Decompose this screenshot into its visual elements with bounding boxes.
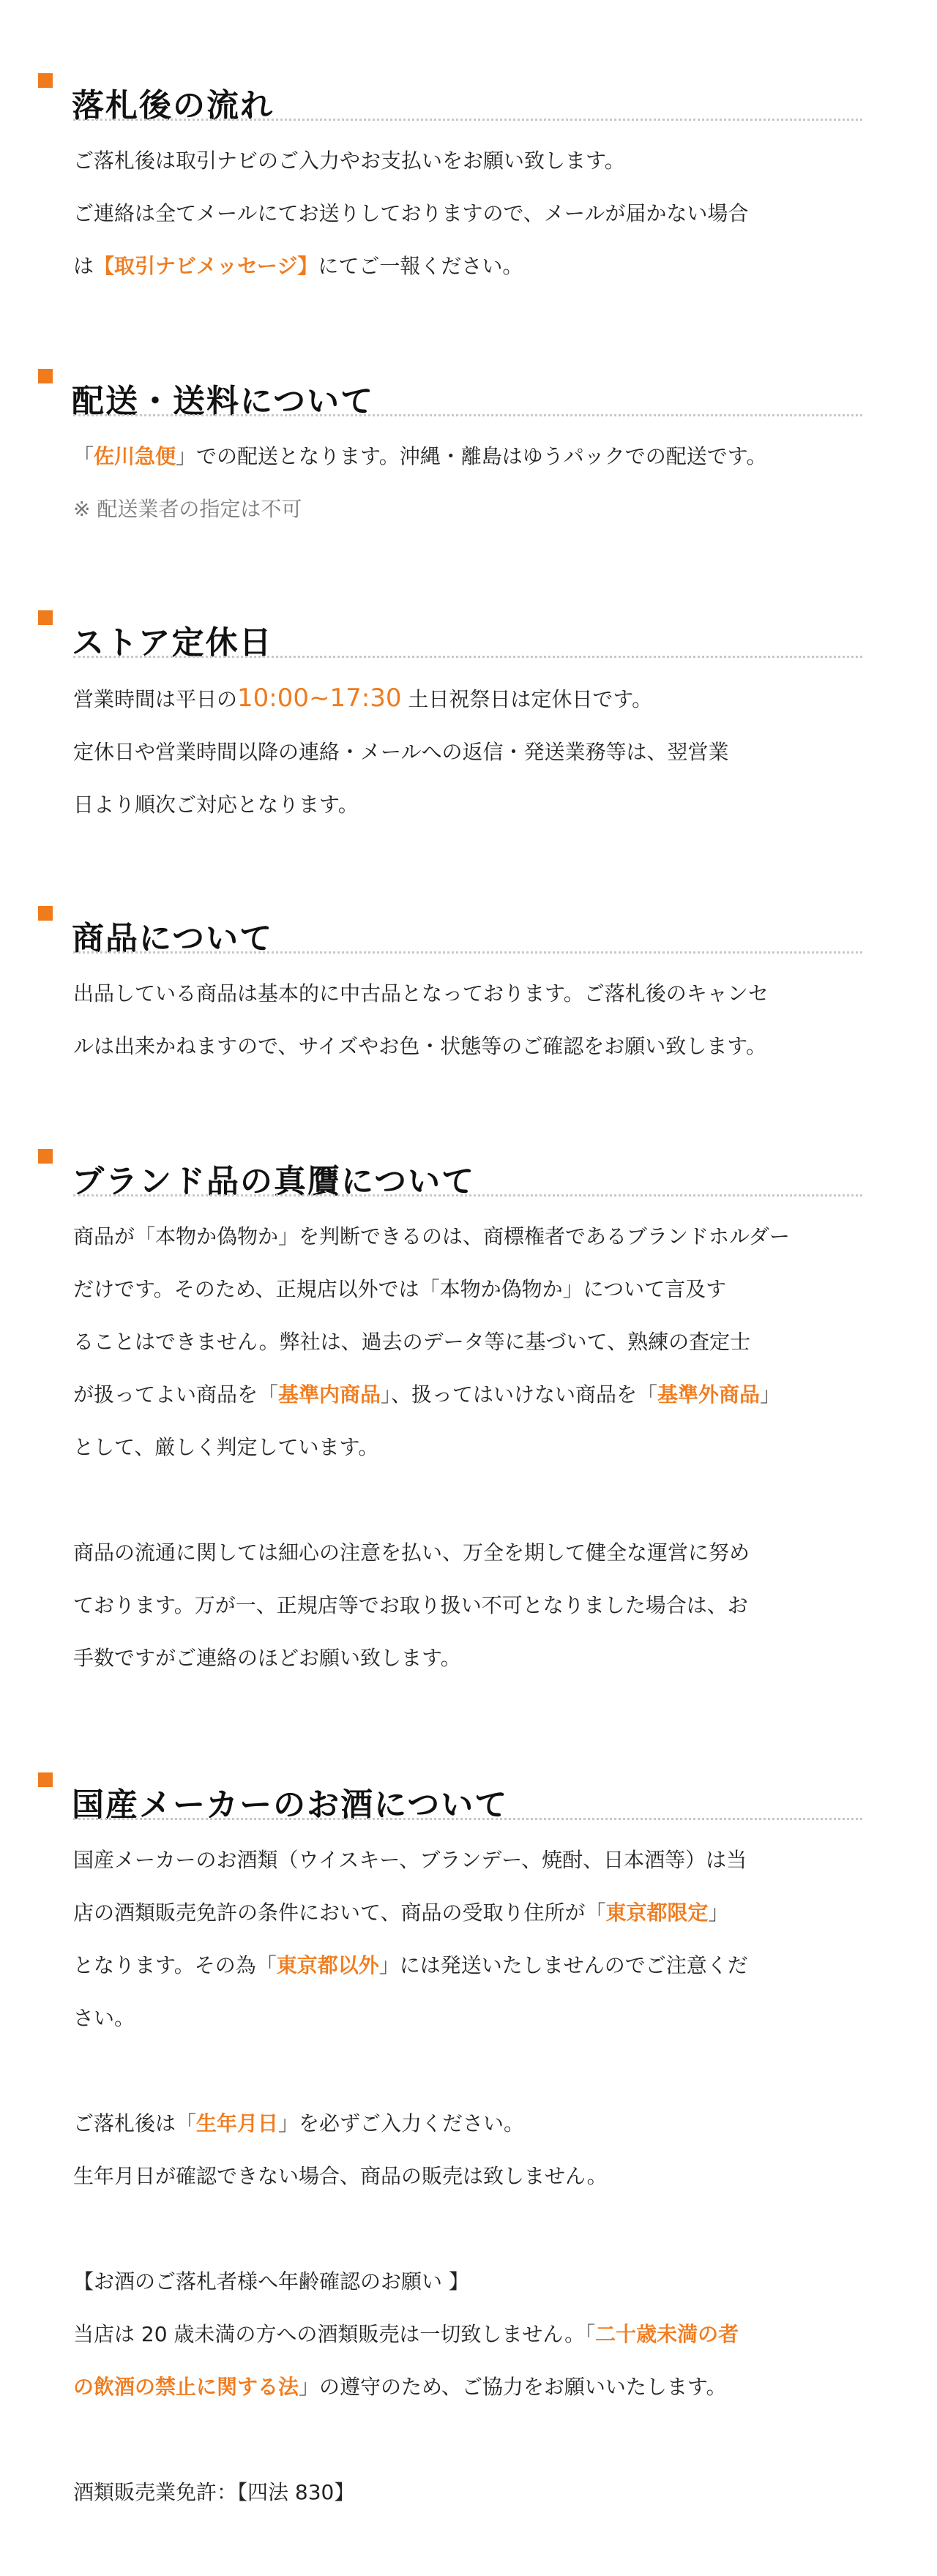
highlight-outside-standard: 基準外商品 (657, 1382, 761, 1407)
text-line: 【お酒のご落札者様へ年齢確認のお願い 】 (73, 2269, 469, 2294)
dotted-divider (73, 951, 862, 954)
text-line: ることはできません。弊社は、過去のデータ等に基づいて、熟練の査定士 (73, 1330, 751, 1354)
text-line: さい。 (73, 2006, 135, 2030)
section-body (73, 1210, 864, 1685)
blank-line (73, 2203, 864, 2255)
highlight-minor-drinking-law: 二十歳未満の者 (595, 2322, 739, 2346)
text-line: 営業時間は平日の10:00~17:30 土日祝祭日は定休日です。 (73, 684, 653, 713)
text-line: 商品の流通に関しては細心の注意を払い、万全を期して健全な運営に努め (73, 1540, 750, 1565)
section-header (38, 57, 880, 124)
text-line: の飲酒の禁止に関する法」の遵守のため、ご協力をお願いいたします。 (73, 2375, 727, 2399)
text-line: ております。万が一、正規店等でお取り扱い不可となりました場合は、お (73, 1593, 748, 1617)
text-line: 出品している商品は基本的に中古品となっております。ご落札後のキャンセ (73, 981, 769, 1006)
text-line: は【取引ナビメッセージ】にてご一報ください。 (73, 254, 523, 278)
section-header (38, 890, 880, 957)
blank-line (73, 2045, 864, 2097)
text-line: ルは出来かねますので、サイズやお色・状態等のご確認をお願い致します。 (73, 1034, 766, 1058)
text-line: 国産メーカーのお酒類（ウイスキー、ブランデー、焼酎、日本酒等）は当 (73, 1848, 747, 1872)
text-line: ご落札後は「生年月日」を必ずご入力ください。 (73, 2111, 525, 2135)
section-body (73, 135, 864, 293)
highlight-within-standard: 基準内商品 (278, 1382, 381, 1407)
section-body (73, 672, 864, 831)
blank-line (73, 1474, 864, 1527)
text-line: 手数ですがご連絡のほどお願い致します。 (73, 1646, 461, 1670)
text-line: 定休日や営業時間以降の連絡・メールへの返信・発送業務等は、翌営業 (73, 740, 729, 764)
text-line: が扱ってよい商品を「基準内商品」、扱ってはいけない商品を「基準外商品」 (73, 1382, 781, 1407)
section-title: ストア定休日 (72, 624, 273, 662)
text-line: として、厳しく判定しています。 (73, 1435, 379, 1459)
text-line: 店の酒類販売免許の条件において、商品の受取り住所が「東京都限定」 (73, 1901, 729, 1925)
square-bullet-icon (38, 610, 53, 625)
section-body (73, 430, 864, 536)
text-line: となります。その為「東京都以外」には発送いたしませんのでご注意くだ (73, 1953, 748, 1977)
dotted-divider (73, 1818, 862, 1820)
text-line: 生年月日が確認できない場合、商品の販売は致しません。 (73, 2164, 608, 2188)
dotted-divider (73, 656, 862, 658)
highlight-birthdate: 生年月日 (196, 2111, 279, 2135)
section-title: 国産メーカーのお酒について (72, 1786, 509, 1824)
square-bullet-icon (38, 369, 53, 383)
business-hours: 10:00~17:30 (237, 684, 402, 713)
section-title: 落札後の流れ (72, 86, 274, 124)
highlight-carrier: 佐川急便 (94, 444, 176, 468)
section-body (73, 967, 864, 1073)
text-line: 当店は 20 歳未満の方への酒類販売は一切致しません。「二十歳未満の者 (73, 2322, 739, 2346)
section-header (38, 1133, 880, 1200)
text-line: 商品が「本物か偽物か」を判断できるのは、商標権者であるブランドホルダー (73, 1224, 790, 1248)
square-bullet-icon (38, 1149, 53, 1164)
square-bullet-icon (38, 73, 53, 88)
dotted-divider (73, 1194, 862, 1197)
license-line: 酒類販売業免許：【四法 830】 (73, 2480, 355, 2504)
section-header (38, 1756, 880, 1824)
blank-line (73, 2414, 864, 2466)
section-body (73, 1834, 864, 2519)
section-title: 商品について (72, 919, 274, 957)
square-bullet-icon (38, 1772, 53, 1787)
text-line: だけです。そのため、正規店以外では「本物か偽物か」について言及す (73, 1277, 727, 1301)
section-header (38, 353, 880, 420)
text-line: ご連絡は全てメールにてお送りしておりますので、メールが届かない場合 (73, 201, 749, 225)
dotted-divider (73, 414, 862, 416)
text-line: ご落札後は取引ナビのご入力やお支払いをお願い致します。 (73, 149, 625, 173)
highlight-minor-drinking-law-cont: の飲酒の禁止に関する法 (73, 2375, 299, 2399)
section-header (38, 594, 880, 662)
text-line: 「佐川急便」での配送となります。沖縄・離島はゆうパックでの配送です。 (73, 444, 767, 468)
highlight-tokyo-only: 東京都限定 (605, 1901, 709, 1925)
section-title: 配送・送料について (72, 382, 375, 420)
shipping-note: ※ 配送業者の指定は不可 (73, 497, 302, 521)
section-title: ブランド品の真贋について (72, 1162, 476, 1200)
highlight-outside-tokyo: 東京都以外 (276, 1953, 379, 1977)
text-line: 日より順次ご対応となります。 (73, 793, 359, 817)
highlight-transaction-message: 【取引ナビメッセージ】 (94, 254, 318, 278)
dotted-divider (73, 119, 862, 121)
square-bullet-icon (38, 906, 53, 921)
